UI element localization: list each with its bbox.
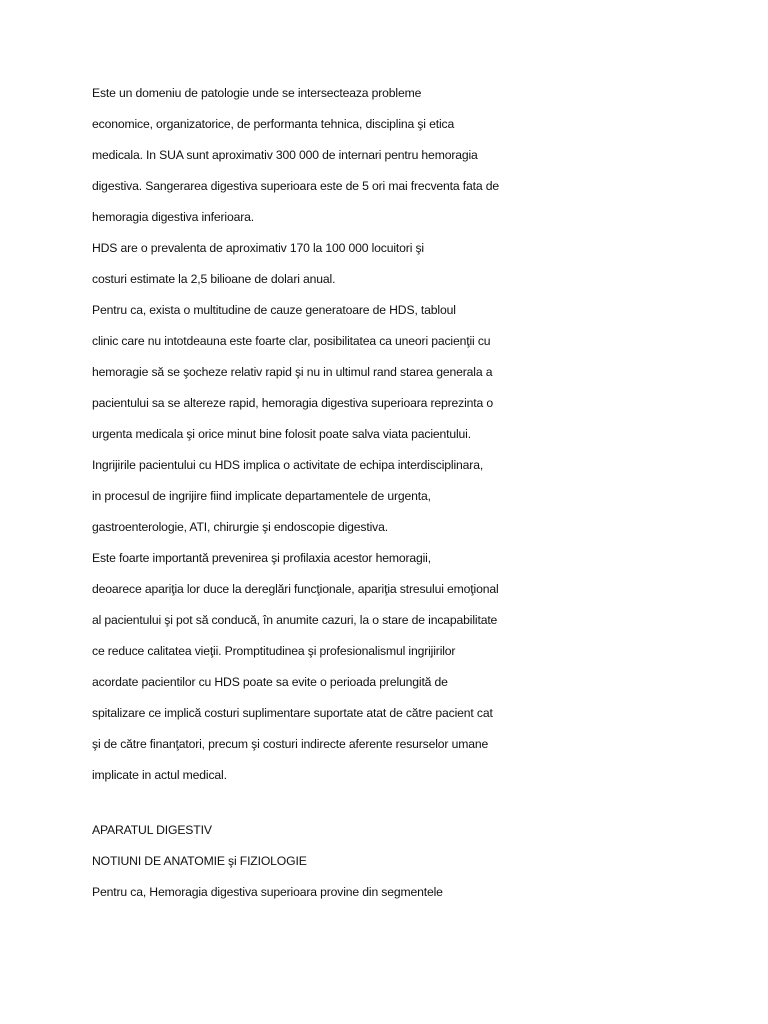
text-line: economice, organizatorice, de performanta tehnica, disciplina şi etica (92, 117, 455, 131)
text-line: hemoragia digestiva inferioara. (92, 210, 255, 224)
text-line: gastroenterologie, ATI, chirurgie şi endoscopie digestiva. (92, 520, 388, 534)
section-subheading: NOTIUNI DE ANATOMIE şi FIZIOLOGIE (92, 854, 307, 868)
text-line: şi de către finanţatori, precum şi costuri indirecte aferente resurselor umane (92, 737, 489, 751)
text-line: Pentru ca, Hemoragia digestiva superioara provine din segmentele (92, 885, 443, 899)
text-line: ce reduce calitatea vieţii. Promptitudinea şi profesionalismul ingrijirilor (92, 644, 456, 658)
text-line: hemoragie să se şocheze relativ rapid şi nu in ultimul rand starea generala a (92, 365, 493, 379)
text-line: costuri estimate la 2,5 bilioane de dolari anual. (92, 272, 336, 286)
text-line: deoarece apariţia lor duce la dereglări funcţionale, apariţia stresului emoţional (92, 582, 499, 596)
text-line: al pacientului şi pot să conducă, în anumite cazuri, la o stare de incapabilitate (92, 613, 498, 627)
text-line: pacientului sa se altereze rapid, hemoragia digestiva superioara reprezinta o (92, 396, 494, 410)
text-line: Este foarte importantă prevenirea şi profilaxia acestor hemoragii, (92, 551, 431, 565)
text-line: clinic care nu intotdeauna este foarte clar, posibilitatea ca uneori pacienţii cu (92, 334, 491, 348)
text-line: spitalizare ce implică costuri suplimentare suportate atat de către pacient cat (92, 706, 493, 720)
text-line: acordate pacientilor cu HDS poate sa evite o perioada prelungită de (92, 675, 448, 689)
section-gap (92, 797, 562, 821)
text-line: implicate in actul medical. (92, 768, 227, 782)
section-heading: APARATUL DIGESTIV (92, 823, 212, 837)
text-line: digestiva. Sangerarea digestiva superioara este de 5 ori mai frecventa fata de (92, 179, 499, 193)
text-line: HDS are o prevalenta de aproximativ 170 la 100 000 locuitori şi (92, 241, 424, 255)
document-body (92, 84, 562, 914)
text-line: Ingrijirile pacientului cu HDS implica o activitate de echipa interdisciplinara, (92, 458, 484, 472)
text-line: in procesul de ingrijire fiind implicate departamentele de urgenta, (92, 489, 431, 503)
text-line: medicala. In SUA sunt aproximativ 300 000 de internari pentru hemoragia (92, 148, 478, 162)
text-line: Este un domeniu de patologie unde se intersecteaza probleme (92, 86, 422, 100)
text-line: Pentru ca, exista o multitudine de cauze generatoare de HDS, tabloul (92, 303, 456, 317)
text-line: urgenta medicala şi orice minut bine folosit poate salva viata pacientului. (92, 427, 471, 441)
